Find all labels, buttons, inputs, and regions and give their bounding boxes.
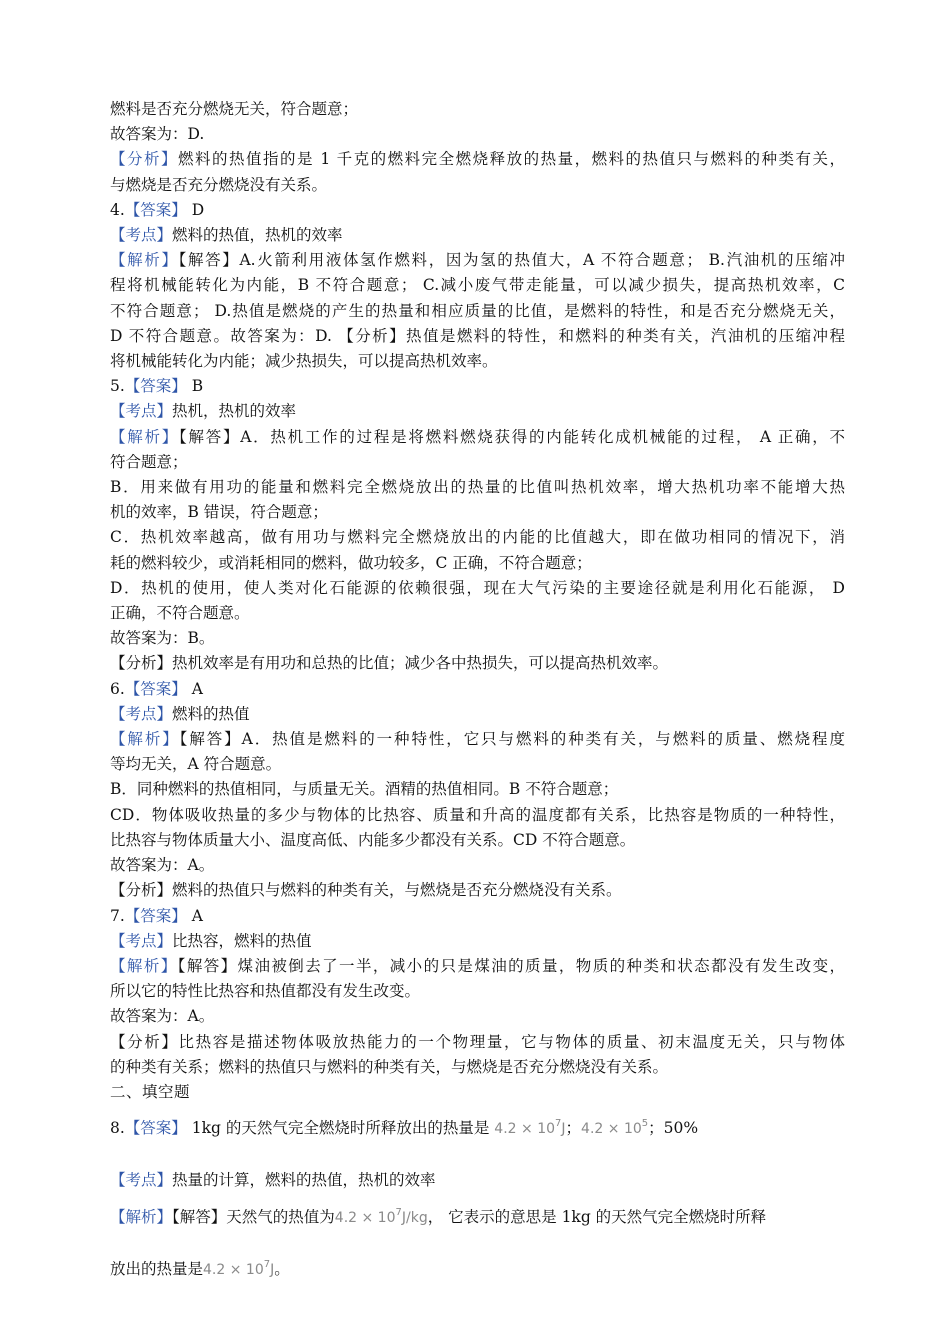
- line-text: 燃料的热值，热机的效率: [172, 226, 343, 245]
- text-line: [110, 500, 845, 525]
- text-line: [110, 173, 845, 198]
- line-text: 的种类有关系；燃料的热值只与燃料的种类有关，与燃烧是否充分燃烧没有关系。: [110, 1057, 669, 1076]
- section-tag: 【解析】: [110, 730, 180, 749]
- line-text: B: [186, 377, 204, 396]
- text-line: [110, 677, 845, 702]
- line-text: 燃料的热值: [172, 704, 250, 723]
- text-line: [110, 727, 845, 752]
- section-tag: 【考点】: [110, 704, 173, 723]
- separator: ；: [565, 1119, 582, 1138]
- text-line: [110, 374, 845, 399]
- text-line: [110, 702, 845, 727]
- text-line: [110, 273, 845, 298]
- text-line: [110, 299, 845, 324]
- line-text: 等均无关，A 符合题意。: [110, 755, 282, 774]
- q8-jiexi-line: [110, 1205, 845, 1231]
- line-text: 【分析】热机效率是有用功和总热的比值；减少各中热损失，可以提高热机效率。: [110, 654, 669, 673]
- line-text: 【分析】燃料的热值只与燃料的种类有关，与燃烧是否充分燃烧没有关系。: [110, 881, 622, 900]
- text-line: [110, 399, 845, 424]
- line-text: 机的效率，B 错误，符合题意；: [110, 503, 328, 522]
- section-tag: 【考点】: [110, 226, 173, 245]
- final-period: 。: [274, 1259, 290, 1278]
- formula-heat-value: $4.2 \times 10^7J/kg$: [334, 1206, 428, 1226]
- line-text: D 不符合题意。故答案为：D. 【分析】热值是燃料的特性，和燃料的种类有关，汽油机的压缩冲程: [110, 326, 845, 345]
- document-body: [110, 97, 845, 1283]
- line-text: D: [186, 200, 205, 219]
- text-line: [110, 904, 845, 929]
- line-text: CD．物体吸收热量的多少与物体的比热容、质量和升高的温度都有关系，比热容是物质的一种特性，: [110, 805, 845, 824]
- line-text: C．热机效率越高，做有用功与燃料完全燃烧放出的内能的比值越大，即在做功相同的情况下，消: [110, 528, 845, 547]
- text-line: [110, 651, 845, 676]
- line-text: 所以它的特性比热容和热值都没有发生改变。: [110, 982, 421, 1001]
- text-line: [110, 1030, 845, 1055]
- text-line: [110, 349, 845, 374]
- text-line: [110, 122, 845, 147]
- spacer: [110, 1231, 845, 1257]
- question-number: 5.: [110, 377, 125, 396]
- final-text: 放出的热量是: [110, 1259, 204, 1278]
- spacer: [110, 1105, 845, 1116]
- line-text: B．用来做有用功的能量和燃料完全燃烧放出的热量的比值叫热机效率，增大热机功率不能增大热: [110, 478, 845, 497]
- text-line: [110, 828, 845, 853]
- line-text: A: [186, 906, 203, 925]
- line-text: D．热机的使用，使人类对化石能源的依赖很强，现在大气污染的主要途径就是利用化石能源， D: [110, 578, 845, 597]
- line-text: B．同种燃料的热值相同，与质量无关。酒精的热值相同。B 不符合题意；: [110, 780, 619, 799]
- text-line: [110, 979, 845, 1004]
- line-text: 燃料是否充分燃烧无关，符合题意；: [110, 100, 359, 118]
- kaodian-tag: 【考点】: [110, 1171, 173, 1190]
- text-line: [110, 198, 845, 223]
- text-line: [110, 475, 845, 500]
- q8-final-line: [110, 1257, 845, 1283]
- section-tag: 【答案】: [124, 906, 187, 925]
- q8-kaodian-line: [110, 1168, 845, 1193]
- text-line: [110, 853, 845, 878]
- line-text: 正确，不符合题意。: [110, 604, 250, 623]
- section-tag: 【答案】: [124, 200, 187, 219]
- text-line: [110, 777, 845, 802]
- question-number: 4.: [110, 200, 125, 219]
- line-text: 程将机械能转化为内能，B 不符合题意； C.减小废气带走能量，可以减少损失，提高热机效率，C: [110, 276, 845, 295]
- line-text: 故答案为：A。: [110, 856, 215, 875]
- jiexi-tag: 【解析】: [110, 1207, 173, 1226]
- jiexi-text-2: ， 它表示的意思是 1kg 的天然气完全燃烧时所释: [427, 1207, 767, 1226]
- line-text: 【分析】比热容是描述物体吸放热能力的一个物理量，它与物体的质量、初末温度无关，只与物体: [110, 1032, 845, 1051]
- section-tag: 【解析】: [110, 251, 179, 270]
- text-line: [110, 450, 845, 475]
- line-text: 耗的燃料较少，或消耗相同的燃料，做功较多，C 正确，不符合题意；: [110, 553, 592, 572]
- text-line: [110, 551, 845, 576]
- line-text: 符合题意；: [110, 452, 188, 471]
- text-line: [110, 878, 845, 903]
- line-text: 故答案为：B。: [110, 629, 215, 648]
- line-text: 比热容，燃料的热值: [172, 931, 312, 950]
- line-text: 故答案为：D.: [110, 125, 205, 144]
- text-line: [110, 626, 845, 651]
- text-line: [110, 803, 845, 828]
- q8-answer-line: [110, 1116, 845, 1142]
- text-line: [110, 223, 845, 248]
- line-text: 【解答】煤油被倒去了一半，减小的只是煤油的质量，物质的种类和状态都没有发生改变，: [177, 956, 845, 975]
- line-text: 燃料的热值指的是 1 千克的燃料完全燃烧释放的热量，燃料的热值只与燃料的种类有关，: [177, 150, 845, 169]
- text-line: [110, 147, 845, 172]
- section-tag: 【解析】: [110, 956, 178, 975]
- text-line: [110, 752, 845, 777]
- section-tag: 【分析】: [110, 150, 178, 169]
- section-title: 二、填空题: [110, 1082, 191, 1101]
- spacer: [110, 1194, 845, 1205]
- section-tag: 【解析】: [110, 427, 179, 446]
- question-number: 7.: [110, 906, 125, 925]
- text-line: [110, 248, 845, 273]
- answer-lines: [110, 97, 845, 1080]
- text-line: [110, 576, 845, 601]
- section-tag: 【答案】: [124, 377, 187, 396]
- text-line: [110, 929, 845, 954]
- section-tag: 【考点】: [110, 931, 173, 950]
- formula-heat: $4.2 \times 10^7J$: [494, 1118, 566, 1138]
- formula-heat-2: $4.2 \times 10^5$: [581, 1118, 649, 1138]
- line-text: 不符合题意； D.热值是燃烧的产生的热量和相应质量的比值，是燃料的特性，和是否充分燃烧无关，: [110, 301, 845, 320]
- spacer: [110, 1142, 845, 1168]
- line-text: 【解答】A.火箭利用液体氢作燃料，因为氢的热值大，A 不符合题意； B.汽油机的压缩冲: [178, 251, 845, 270]
- kaodian-text: 热量的计算，燃料的热值，热机的效率: [172, 1171, 436, 1190]
- line-text: 故答案为：A。: [110, 1007, 215, 1026]
- line-text: A: [186, 679, 203, 698]
- formula-heat-final: $4.2 \times 10^7J$: [203, 1258, 275, 1278]
- line-text: 与燃烧是否充分燃烧没有关系。: [110, 175, 328, 194]
- answer-text: 1kg 的天然气完全燃烧时所释放出的热量是: [186, 1119, 490, 1138]
- question-number: 6.: [110, 679, 125, 698]
- text-line: [110, 954, 845, 979]
- text-line: [110, 1004, 845, 1029]
- efficiency-value: ；50%: [648, 1119, 699, 1138]
- line-text: 【解答】A．热机工作的过程是将燃料燃烧获得的内能转化成机械能的过程， A 正确，不: [178, 427, 845, 446]
- text-line: [110, 525, 845, 550]
- text-line: [110, 97, 845, 122]
- section-tag: 【考点】: [110, 402, 173, 421]
- line-text: 【解答】A．热值是燃料的一种特性，它只与燃料的种类有关，与燃料的质量、燃烧程度: [179, 730, 845, 749]
- text-line: [110, 1055, 845, 1080]
- line-text: 比热容与物体质量大小、温度高低、内能多少都没有关系。CD 不符合题意。: [110, 830, 636, 849]
- section-tag: 【答案】: [124, 679, 187, 698]
- line-text: 将机械能转化为内能；减少热损失，可以提高热机效率。: [110, 352, 498, 371]
- text-line: [110, 601, 845, 626]
- line-text: 热机，热机的效率: [172, 402, 297, 421]
- jiexi-text: 【解答】天然气的热值为: [172, 1207, 335, 1226]
- text-line: [110, 425, 845, 450]
- answer-tag: 【答案】: [124, 1119, 187, 1138]
- text-line: [110, 324, 845, 349]
- question-number: 8.: [110, 1119, 125, 1138]
